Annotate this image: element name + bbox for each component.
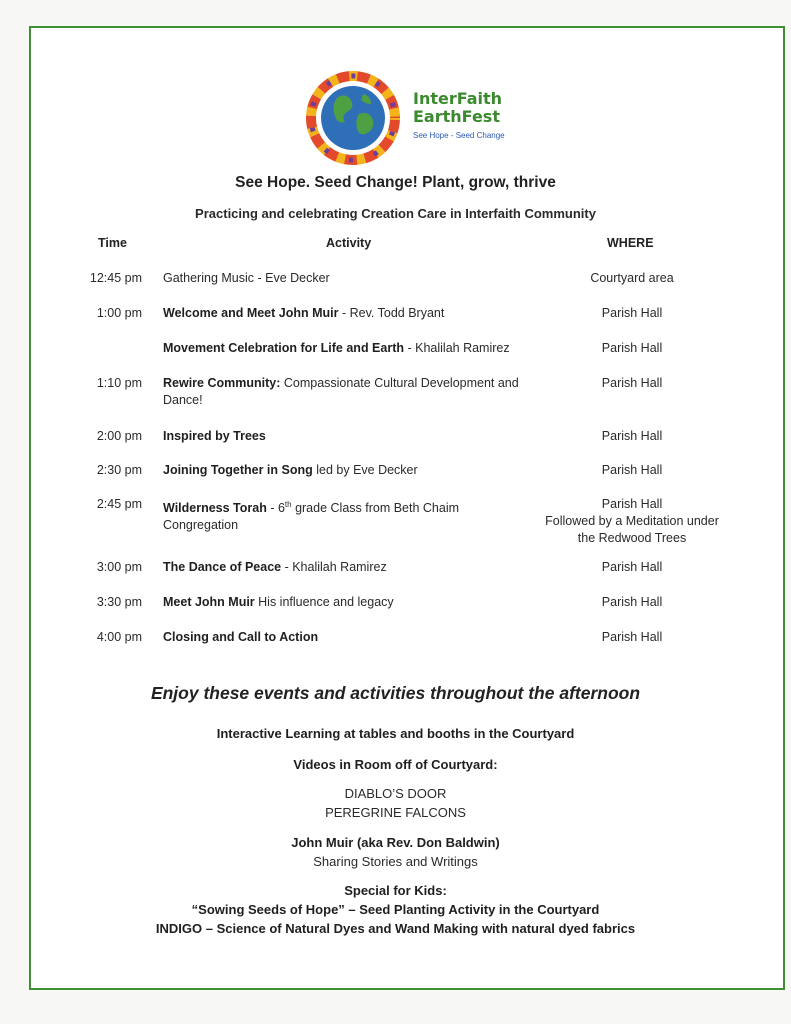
activity-detail: Compassionate Cultural Development and Dance!	[163, 376, 519, 407]
row-where: Courtyard area	[590, 271, 674, 285]
row-time: 1:00 pm	[96, 306, 142, 320]
row-activity	[163, 462, 553, 479]
row-activity	[163, 375, 543, 409]
activity-title: Inspired by Trees	[163, 429, 266, 443]
logo-title-line1: InterFaith	[413, 89, 503, 108]
row-time: 1:10 pm	[96, 376, 142, 390]
ordinal-suffix: th	[284, 500, 292, 509]
row-time: 2:00 pm	[96, 429, 142, 443]
row-where	[540, 496, 724, 547]
row-time: 3:00 pm	[96, 560, 142, 574]
page-subheadline: Practicing and celebrating Creation Care in Interfaith Community	[195, 206, 596, 221]
video-item: PEREGRINE FALCONS	[325, 805, 466, 820]
activity-title: Rewire Community:	[163, 376, 281, 390]
where-column-header: WHERE	[607, 236, 654, 250]
row-where: Parish Hall	[601, 376, 663, 390]
where-location: Parish Hall	[601, 497, 663, 511]
activity-detail: - Rev. Todd Bryant	[338, 306, 445, 320]
row-activity	[163, 428, 553, 445]
row-activity	[163, 496, 503, 534]
activity-title: Closing and Call to Action	[163, 630, 319, 644]
video-item: DIABLO’S DOOR	[344, 786, 447, 801]
row-where: Parish Hall	[601, 306, 663, 320]
row-activity	[163, 270, 553, 287]
afternoon-heading: Enjoy these events and activities throughout the afternoon	[150, 683, 641, 703]
row-where: Parish Hall	[601, 463, 663, 477]
kids-activity: INDIGO – Science of Natural Dyes and Wand Making with natural dyed fabrics	[155, 921, 636, 936]
john-muir-heading: John Muir (aka Rev. Don Baldwin)	[291, 835, 500, 850]
activity-detail: - Khalilah Ramirez	[281, 560, 387, 574]
row-where: Parish Hall	[601, 560, 663, 574]
activity-detail: led by Eve Decker	[312, 463, 418, 477]
kids-heading: Special for Kids:	[344, 883, 447, 898]
row-where: Parish Hall	[601, 595, 663, 609]
time-column-header: Time	[98, 236, 127, 250]
row-time: 12:45 pm	[89, 271, 142, 285]
row-activity	[163, 629, 553, 646]
interactive-learning-line: Interactive Learning at tables and booths in the Courtyard	[216, 726, 575, 741]
activity-detail: Gathering Music - Eve Decker	[163, 271, 330, 285]
row-time: 3:30 pm	[96, 595, 142, 609]
activity-title: Meet John Muir	[163, 595, 255, 609]
row-where: Parish Hall	[601, 630, 663, 644]
kids-activity: “Sowing Seeds of Hope” – Seed Planting Activity in the Courtyard	[191, 902, 600, 917]
activity-detail: His influence and legacy	[254, 595, 394, 609]
logo-tagline: See Hope - Seed Change	[413, 131, 505, 140]
activity-title: Welcome and Meet John Muir	[163, 306, 339, 320]
row-time: 2:30 pm	[96, 463, 142, 477]
videos-heading: Videos in Room off of Courtyard:	[293, 757, 498, 772]
logo-title-line2: EarthFest	[413, 107, 500, 126]
event-logo	[303, 68, 503, 168]
page-headline: See Hope. Seed Change! Plant, grow, thrive	[235, 174, 556, 191]
activity-title: The Dance of Peace	[163, 560, 282, 574]
activity-column-header: Activity	[326, 236, 372, 250]
row-activity	[163, 594, 553, 611]
activity-title: Wilderness Torah	[163, 501, 267, 516]
activity-detail: - Khalilah Ramirez	[404, 341, 510, 355]
earth-ring-icon	[303, 68, 403, 168]
activity-detail: grade Class from Beth Chaim Congregation	[163, 501, 460, 533]
where-note: Followed by a Meditation under the Redwood Trees	[545, 514, 719, 545]
row-time: 2:45 pm	[96, 497, 142, 511]
row-activity	[163, 340, 553, 357]
activity-title: Joining Together in Song	[163, 463, 313, 477]
row-where: Parish Hall	[601, 341, 663, 355]
row-where: Parish Hall	[601, 429, 663, 443]
activity-detail-prefix: - 6	[266, 501, 285, 516]
row-activity	[163, 305, 553, 322]
row-activity	[163, 559, 553, 576]
row-time: 4:00 pm	[96, 630, 142, 644]
activity-title: Movement Celebration for Life and Earth	[163, 341, 405, 355]
john-muir-detail: Sharing Stories and Writings	[313, 854, 478, 869]
